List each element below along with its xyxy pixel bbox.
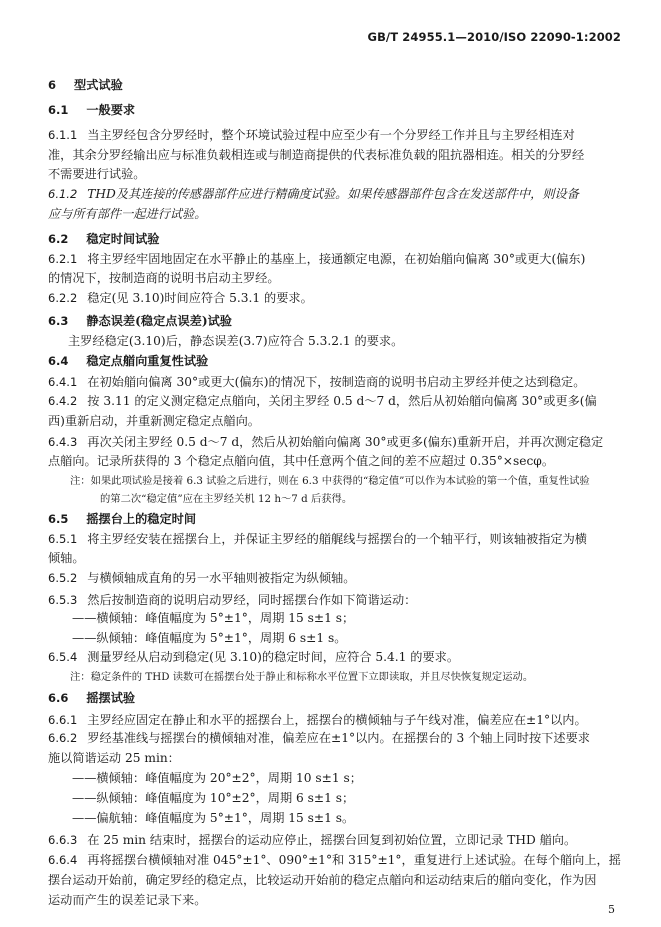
line-text: 稳定点艏向重复性试验 [86, 354, 209, 368]
paragraph-line [48, 853, 621, 868]
paragraph-line [48, 167, 618, 182]
line-text: 施以简谐运动 25 min： [48, 751, 180, 765]
paragraph-line [48, 148, 618, 163]
paragraph-line [48, 751, 618, 766]
line-text: 然后按制造商的说明启动罗经，同时摇摆台作如下简谐运动： [87, 593, 417, 607]
paragraph-line [72, 811, 642, 826]
paragraph-line [48, 650, 618, 665]
paragraph-line [48, 571, 618, 586]
section-heading [48, 314, 618, 329]
section-number: 6.5.4 [48, 650, 78, 664]
line-text: 当主罗经包含分罗经时，整个环境试验过程中应至少有一个分罗经工作并且与主罗经相连对 [87, 128, 575, 142]
note-line [70, 670, 618, 685]
line-text: 稳定时间试验 [86, 232, 160, 246]
section-number: 6.5.3 [48, 593, 78, 607]
line-text: 稳定(见 3.10)时间应符合 5.3.1 的要求。 [87, 291, 313, 305]
section-heading [48, 103, 618, 118]
section-number: 6.5 [48, 512, 69, 526]
paragraph-line [48, 435, 618, 450]
line-text: 再将摇摆台横倾轴对准 045°±1°、090°±1°和 315°±1°，重复进行上述试验。在每个艏向上，摇 [87, 853, 621, 867]
line-text: 不需要进行试验。 [48, 167, 146, 181]
section-number: 6 [48, 78, 57, 92]
paragraph-line [48, 375, 618, 390]
line-text: THD及其连接的传感器部件应进行精确度试验。如果传感器部件包含在发送部件中，则设备 [87, 187, 579, 201]
line-text: 西)重新启动，并重新测定稳定点艏向。 [48, 414, 260, 428]
paragraph-line [48, 394, 618, 409]
section-number: 6.4.2 [48, 394, 78, 408]
line-text: 摆台运动开始前，确定罗经的稳定点，比较运动开始前的稳定点艏向和运动结束后的艏向变化，作为因 [48, 873, 597, 887]
line-text: 的第二次“稳定值”应在主罗经关机 12 h～7 d 后获得。 [100, 493, 353, 505]
section-number: 6.2.1 [48, 252, 78, 266]
section-heading [48, 78, 618, 93]
line-text: ——偏航轴：峰值幅度为 5°±1°，周期 15 s±1 s。 [72, 811, 355, 825]
line-text: 将主罗经安装在摇摆台上，并保证主罗经的艏艉线与摇摆台的一个轴平行，则该轴被指定为横 [87, 532, 587, 546]
section-number: 6.4.3 [48, 435, 78, 449]
line-text: 摇摆试验 [86, 691, 136, 705]
paragraph-line [68, 334, 638, 349]
paragraph-line [72, 791, 642, 806]
line-text: 准，其余分罗经输出应与标准负载相连或与制造商提供的代表标准负载的阻抗器相连。相关的分罗经 [48, 148, 585, 162]
line-text: 主罗经应固定在静止和水平的摇摆台上，摇摆台的横倾轴与子午线对准，偏差应在±1°以内。 [87, 713, 587, 727]
paragraph-line [48, 731, 618, 746]
paragraph-line [48, 252, 618, 267]
section-number: 6.4 [48, 354, 69, 368]
paragraph-line [48, 893, 618, 908]
paragraph-line [48, 207, 618, 222]
section-heading [48, 232, 618, 247]
line-text: 静态误差(稳定点误差)试验 [86, 314, 232, 328]
line-text: 注：如果此项试验是接着 6.3 试验之后进行，则在 6.3 中获得的“稳定值”可以作为本试验的第一个值，重复性试验 [70, 475, 590, 487]
section-number: 6.1.1 [48, 128, 78, 142]
paragraph-line [48, 873, 618, 888]
line-text: ——纵倾轴：峰值幅度为 5°±1°，周期 6 s±1 s。 [72, 631, 347, 645]
line-text: 主罗经稳定(3.10)后，静态误差(3.7)应符合 5.3.2.1 的要求。 [68, 334, 404, 348]
section-number: 6.3 [48, 314, 69, 328]
paragraph-line [72, 771, 642, 786]
section-number: 6.6.4 [48, 853, 78, 867]
line-text: 罗经基准线与摇摆台的横倾轴对准，偏差应在±1°以内。在摇摆台的 3 个轴上同时按下述要求 [87, 731, 590, 745]
line-text: 点艏向。记录所获得的 3 个稳定点艏向值，其中任意两个值之间的差不应超过 0.35°×secφ。 [48, 454, 555, 468]
paragraph-line [48, 414, 618, 429]
section-number: 6.6.3 [48, 833, 78, 847]
line-text: 运动而产生的误差记录下来。 [48, 893, 207, 907]
section-number: 6.1 [48, 103, 69, 117]
note-line [100, 492, 648, 507]
note-line [70, 474, 618, 489]
line-text: 与横倾轴成直角的另一水平轴则被指定为纵倾轴。 [87, 571, 356, 585]
paragraph-line [72, 611, 642, 626]
line-text: ——横倾轴：峰值幅度为 5°±1°，周期 15 s±1 s； [72, 611, 355, 625]
paragraph-line [48, 271, 618, 286]
section-number: 6.5.2 [48, 571, 78, 585]
paragraph-line [48, 128, 618, 143]
paragraph-line [48, 532, 618, 547]
paragraph-line [48, 187, 618, 202]
line-text: 注：稳定条件的 THD 读数可在摇摆台处于静止和标称水平位置下立即读取，并且尽快恢复规定运动。 [70, 671, 534, 683]
section-number: 6.1.2 [48, 187, 78, 201]
paragraph-line [48, 291, 618, 306]
line-text: 应与所有部件一起进行试验。 [48, 207, 207, 221]
section-number: 6.5.1 [48, 532, 78, 546]
line-text: 再次关闭主罗经 0.5 d～7 d，然后从初始艏向偏离 30°或更多(偏东)重新开启，并再次测定稳定 [87, 435, 604, 449]
section-number: 6.6.2 [48, 731, 78, 745]
section-number: 6.6 [48, 691, 69, 705]
line-text: ——纵倾轴：峰值幅度为 10°±2°，周期 6 s±1 s； [72, 791, 355, 805]
paragraph-line [48, 833, 618, 848]
section-heading [48, 691, 618, 706]
paragraph-line [48, 551, 618, 566]
line-text: 倾轴。 [48, 551, 85, 565]
page-number: 5 [608, 903, 615, 916]
section-heading [48, 354, 618, 369]
line-text: ——横倾轴：峰值幅度为 20°±2°，周期 10 s±1 s； [72, 771, 362, 785]
line-text: 在 25 min 结束时，摇摆台的运动应停止，摇摆台回复到初始位置，立即记录 THD 艏向。 [87, 833, 577, 847]
section-number: 6.2.2 [48, 291, 78, 305]
section-number: 6.4.1 [48, 375, 78, 389]
paragraph-line [72, 631, 642, 646]
line-text: 测量罗经从启动到稳定(见 3.10)的稳定时间，应符合 5.4.1 的要求。 [87, 650, 460, 664]
section-number: 6.6.1 [48, 713, 78, 727]
line-text: 在初始艏向偏离 30°或更大(偏东)的情况下，按制造商的说明书启动主罗经并使之达到稳定。 [87, 375, 586, 389]
section-number: 6.2 [48, 232, 69, 246]
standard-number: GB/T 24955.1—2010/ISO 22090-1:2002 [367, 30, 621, 44]
line-text: 摇摆台上的稳定时间 [86, 512, 197, 526]
paragraph-line [48, 454, 618, 469]
line-text: 将主罗经牢固地固定在水平静止的基座上，接通额定电源，在初始艏向偏离 30°或更大(偏东) [87, 252, 586, 266]
line-text: 的情况下，按制造商的说明书启动主罗经。 [48, 271, 280, 285]
paragraph-line [48, 593, 618, 608]
section-heading [48, 512, 618, 527]
line-text: 型式试验 [74, 78, 123, 92]
line-text: 按 3.11 的定义测定稳定点艏向，关闭主罗经 0.5 d～7 d，然后从初始艏向偏离 30°或更多(偏 [87, 394, 597, 408]
line-text: 一般要求 [86, 103, 136, 117]
paragraph-line [48, 713, 618, 728]
